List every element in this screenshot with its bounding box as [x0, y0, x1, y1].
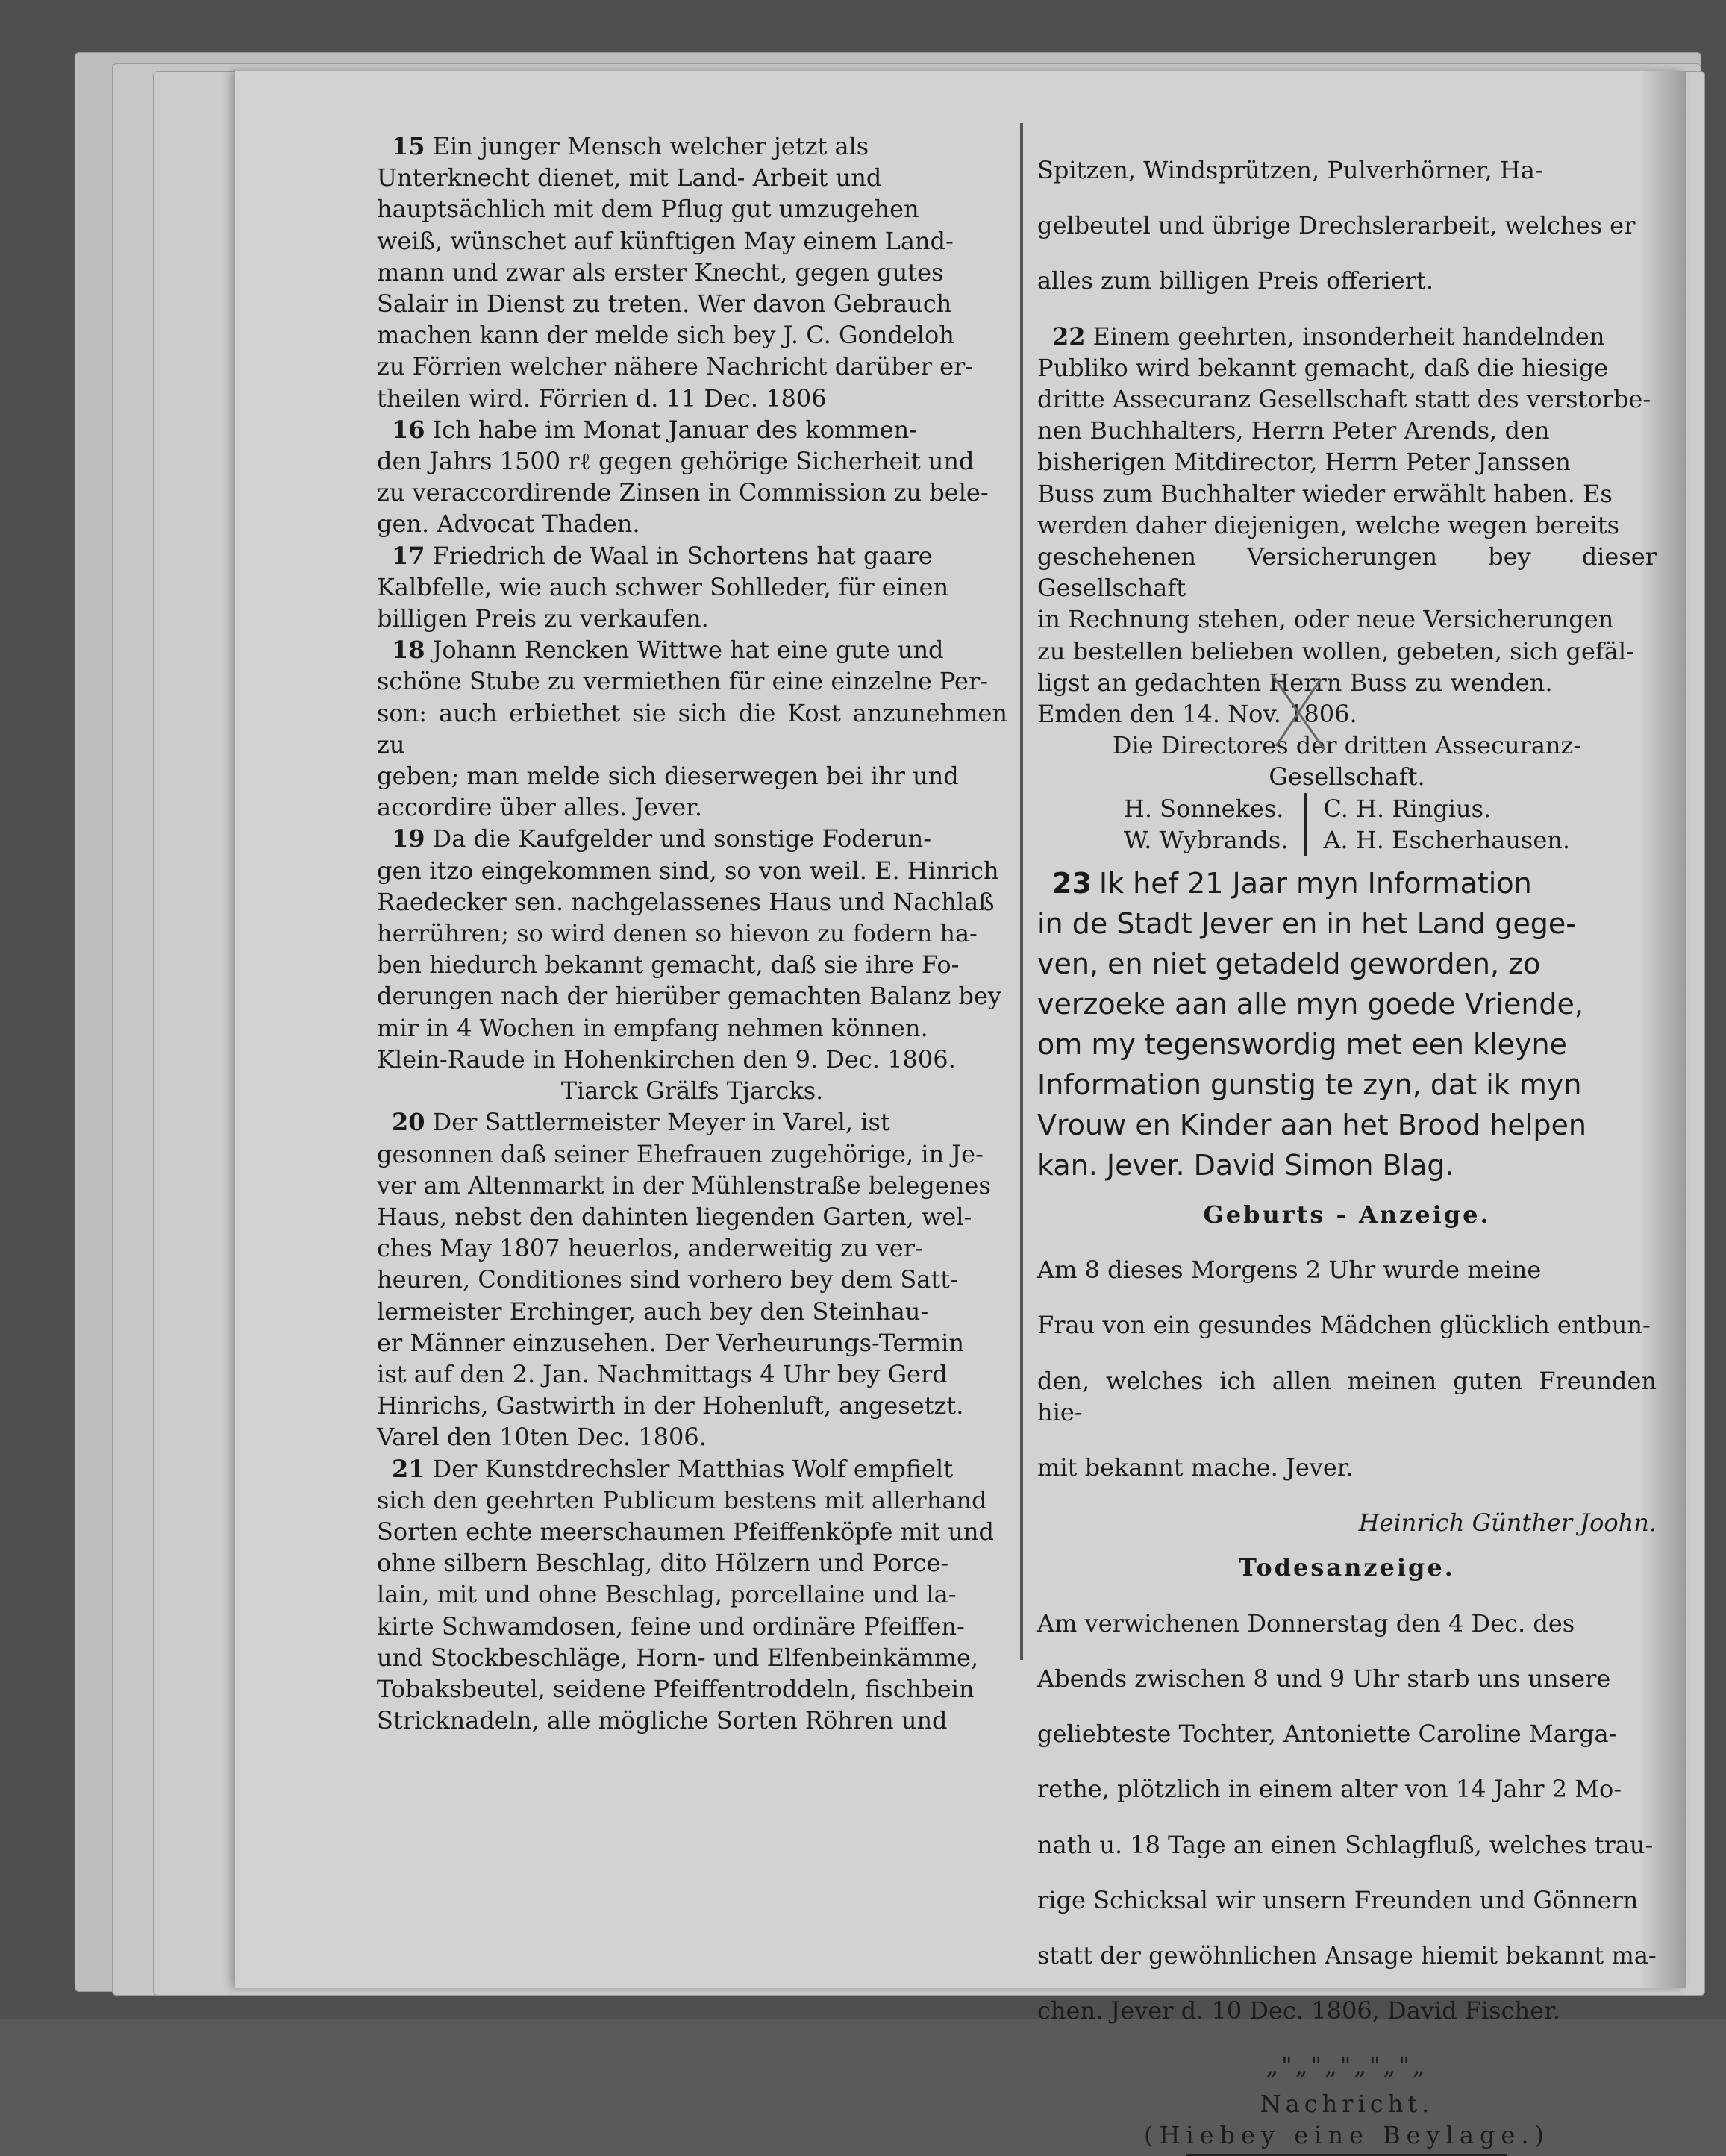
ad-line: zu bestellen belieben wollen, gebeten, sich gefäl- [1037, 636, 1634, 665]
ad-line: Klein-Raude in Hohenkirchen den 9. Dec. 1806. [377, 1044, 956, 1074]
ad-line: werden daher diejenigen, welche wegen bereits [1037, 510, 1620, 539]
ad-line: ven, en niet getadeld geworden, zo [1037, 947, 1541, 981]
ad-19 [377, 823, 1007, 1106]
ad-line: mir in 4 Wochen in empfang nehmen können. [377, 1013, 928, 1042]
ad-line: hauptsächlich mit dem Pflug gut umzugehen [377, 195, 919, 224]
notice-line: Frau von ein gesundes Mädchen glücklich entbun- [1037, 1311, 1651, 1340]
ad-line: bisherigen Mitdirector, Herrn Peter Janssen [1037, 448, 1571, 477]
notice-line: Am 8 dieses Morgens 2 Uhr wurde meine [1037, 1256, 1542, 1285]
notice-line: geliebteste Tochter, Antoniette Caroline Marga- [1037, 1720, 1617, 1749]
signer-ringius: C. H. Ringius. [1323, 794, 1492, 823]
ad-line: Publiko wird bekannt gemacht, daß die hiesige [1037, 353, 1609, 382]
column-divider [1020, 123, 1023, 1660]
ad-line: zu Förrien welcher nähere Nachricht darüber er- [377, 352, 974, 381]
ad-line: 20 Der Sattlermeister Meyer in Varel, ist [392, 1108, 890, 1137]
ad-line: kan. Jever. David Simon Blag. [1037, 1149, 1454, 1182]
directors-signatures [1037, 793, 1657, 856]
ad-20 [377, 1106, 1007, 1453]
ad-line: 16 Ich habe im Monat Januar des kommen- [392, 415, 918, 444]
ad-line: geschehenen Versicherungen bey dieser Gesellschaft [1037, 542, 1657, 603]
ad-line: Stricknadeln, alle mögliche Sorten Röhren und [377, 1706, 948, 1735]
ad-line: ligst an gedachten Herrn Buss zu wenden. [1037, 668, 1553, 697]
ad-line: herrühren; so wird denen so hievon zu fodern ha- [377, 919, 978, 948]
directors-line: Die Directores der dritten Assecuranz-Gesellschaft. [1112, 731, 1582, 792]
ad-signer: Tiarck Grälfs Tjarcks. [560, 1077, 824, 1106]
ad-line: schöne Stube zu vermiethen für eine einzelne Per- [377, 667, 989, 696]
ad-number: 19 [392, 824, 425, 853]
ad-line: son: auch erbiethet sie sich die Kost anzunehmen zu [377, 698, 1007, 759]
ad-line: machen kann der melde sich bey J. C. Gondeloh [377, 321, 954, 350]
signatures-left [1107, 793, 1304, 856]
ad-line: nen Buchhalters, Herrn Peter Arends, den [1037, 416, 1550, 445]
ad-line: geben; man melde sich dieserwegen bei ihr und [377, 762, 959, 791]
ad-line: ver am Altenmarkt in der Mühlenstraße belegenes [377, 1171, 991, 1200]
notice-line: statt der gewöhnlichen Ansage hiemit bekannt ma- [1037, 1940, 1657, 1969]
ad-line: theilen wird. Förrien d. 11 Dec. 1806 [377, 383, 827, 413]
ad-line: Kalbfelle, wie auch schwer Sohlleder, für einen [377, 572, 949, 601]
ad-line: 17 Friedrich de Waal in Schortens hat gaare [392, 541, 933, 570]
ad-line: ben hiedurch bekannt gemacht, daß sie ihre Fo- [377, 950, 960, 980]
ad-line: Varel den 10ten Dec. 1806. [377, 1423, 707, 1452]
ad-line: ches May 1807 heuerlos, anderweitig zu ver- [377, 1234, 923, 1263]
ad-line: verzoeke aan alle myn goede Vriende, [1037, 988, 1583, 1021]
ad-number: 22 [1052, 322, 1086, 351]
ad-number: 18 [392, 636, 425, 665]
ad-line: kirte Schwamdosen, feine und ordinäre Pfeiffen- [377, 1611, 965, 1640]
ad-15 [377, 131, 1007, 414]
ad-line: Buss zum Buchhalter wieder erwählt haben. Es [1037, 479, 1613, 508]
signer-escherhausen: A. H. Escherhausen. [1323, 825, 1571, 854]
ad-22 [1037, 321, 1657, 730]
ad-line: Sorten echte meerschaumen Pfeiffenköpfe mit und [377, 1517, 994, 1546]
pencil-x-mark [1265, 668, 1332, 757]
ad-21 [377, 1453, 1007, 1737]
death-heading: Todesanzeige. [1239, 1553, 1455, 1582]
ad-23 [1037, 863, 1657, 1185]
birth-notice [1037, 1254, 1657, 1483]
ornament-divider: „"„"„"„"„"„ [1266, 2052, 1428, 2081]
notice-line: Am verwichenen Donnerstag den 4 Dec. des [1037, 1608, 1575, 1638]
ad-line: 21 Der Kunstdrechsler Matthias Wolf empfielt [392, 1454, 954, 1483]
ad-16 [377, 414, 1007, 540]
beylage-underline [1186, 2154, 1507, 2156]
ad-line: weiß, wünschet auf künftigen May einem Land- [377, 226, 954, 255]
left-column [377, 131, 1007, 1736]
beylage-note: (Hiebey eine Beylage.) [1143, 2120, 1551, 2149]
ad-line: alles zum billigen Preis offeriert. [1037, 266, 1434, 295]
ad-line: accordire über alles. Jever. [377, 793, 703, 822]
ad-line: Salair in Dienst zu treten. Wer davon Gebrauch [377, 289, 952, 319]
ad-line: er Männer einzusehen. Der Verheurungs-Termin [377, 1328, 964, 1357]
ad-line: Vrouw en Kinder aan het Brood helpen [1037, 1109, 1586, 1142]
ad-number: 15 [392, 132, 425, 160]
right-column [1037, 131, 1657, 2156]
ad-line: Raedecker sen. nachgelassenes Haus und Nachlaß [377, 887, 995, 916]
ad-line: den Jahrs 1500 rℓ gegen gehörige Sicherheit und [377, 447, 975, 476]
ad-line: zu veraccordirende Zinsen in Commission zu bele- [377, 478, 989, 507]
ad-18 [377, 634, 1007, 823]
ad-number: 23 [1052, 867, 1092, 900]
ad-line: mann und zwar als erster Knecht, gegen gutes [377, 257, 944, 286]
ad-line: ohne silbern Beschlag, dito Hölzern und Porce- [377, 1549, 949, 1578]
ad-line: in Rechnung stehen, oder neue Versicherungen [1037, 605, 1614, 634]
ad-line: lermeister Erchinger, auch bey den Steinhau- [377, 1297, 929, 1326]
signatures-right [1304, 793, 1586, 856]
notice-line: mit bekannt mache. Jever. [1037, 1453, 1354, 1482]
death-notice [1037, 1608, 1657, 2027]
ad-line: und Stockbeschläge, Horn- und Elfenbeinkämme, [377, 1643, 979, 1672]
nachricht-label: Nachricht. [1260, 2089, 1434, 2118]
ad-line: ist auf den 2. Jan. Nachmittags 4 Uhr bey Gerd [377, 1359, 948, 1388]
ad-line: lain, mit und ohne Beschlag, porcellaine und la- [377, 1580, 957, 1609]
ad-21-continuation [1037, 154, 1657, 297]
ad-line: Tobaksbeutel, seidene Pfeiffentroddeln, fischbein [377, 1674, 975, 1703]
signer-wybrands: W. Wybrands. [1123, 825, 1289, 854]
ad-line: 15 Ein junger Mensch welcher jetzt als [392, 132, 869, 160]
notice-line: den, welches ich allen meinen guten Freunden hie- [1037, 1366, 1657, 1426]
ad-line: om my tegenswordig met een kleyne [1037, 1028, 1567, 1062]
ad-number: 21 [392, 1454, 425, 1483]
ad-line: Unterknecht dienet, mit Land- Arbeit und [377, 163, 882, 192]
ad-line: heuren, Conditiones sind vorhero bey dem Satt- [377, 1265, 958, 1294]
ad-line: derungen nach der hierüber gemachten Balanz bey [377, 982, 1001, 1011]
ad-line: in de Stadt Jever en in het Land gege- [1037, 907, 1577, 941]
notice-line: chen. Jever d. 10 Dec. 1806, David Fischer. [1037, 1996, 1561, 2025]
ad-17 [377, 540, 1007, 635]
ad-line: gen itzo eingekommen sind, so von weil. E. Hinrich [377, 856, 999, 885]
ad-line: sich den geehrten Publicum bestens mit allerhand [377, 1485, 987, 1514]
ad-line: 23 Ik hef 21 Jaar myn Information [1052, 867, 1532, 900]
ad-line: 18 Johann Rencken Wittwe hat eine gute und [392, 636, 944, 665]
ad-line: Hinrichs, Gastwirth in der Hohenluft, angesetzt. [377, 1391, 964, 1420]
ad-line: Spitzen, Windsprützen, Pulverhörner, Ha- [1037, 156, 1543, 184]
ad-number: 20 [392, 1108, 425, 1137]
notice-line: nath u. 18 Tage an einen Schlagfluß, welches trau- [1037, 1830, 1654, 1859]
signer-sonnekes: H. Sonnekes. [1123, 794, 1284, 823]
birth-heading: Geburts - Anzeige. [1203, 1200, 1491, 1229]
notice-line: rige Schicksal wir unsern Freunden und Gönnern [1037, 1885, 1639, 1914]
ad-line: gelbeutel und übrige Drechslerarbeit, welches er [1037, 211, 1636, 240]
ad-line: Haus, nebst den dahinten liegenden Garten, wel- [377, 1202, 972, 1231]
ad-line: gen. Advocat Thaden. [377, 510, 640, 539]
birth-signer: Heinrich Günther Joohn. [1358, 1508, 1657, 1538]
notice-line: Abends zwischen 8 und 9 Uhr starb uns unsere [1037, 1664, 1611, 1693]
ad-number: 16 [392, 415, 425, 444]
ad-line: Emden den 14. Nov. 1806. [1037, 700, 1357, 729]
ad-line: 22 Einem geehrten, insonderheit handelnden [1052, 322, 1605, 351]
newspaper-page [235, 71, 1686, 2149]
ad-line: dritte Assecuranz Gesellschaft statt des verstorbe- [1037, 385, 1651, 414]
ad-line: 19 Da die Kaufgelder und sonstige Foderun- [392, 824, 931, 853]
ad-number: 17 [392, 541, 425, 570]
ad-line: billigen Preis zu verkaufen. [377, 604, 709, 633]
ad-line: gesonnen daß seiner Ehefrauen zugehörige, in Je- [377, 1139, 984, 1168]
ad-line: Information gunstig te zyn, dat ik myn [1037, 1068, 1582, 1102]
notice-line: rethe, plötzlich in einem alter von 14 Jahr 2 Mo- [1037, 1775, 1622, 1804]
